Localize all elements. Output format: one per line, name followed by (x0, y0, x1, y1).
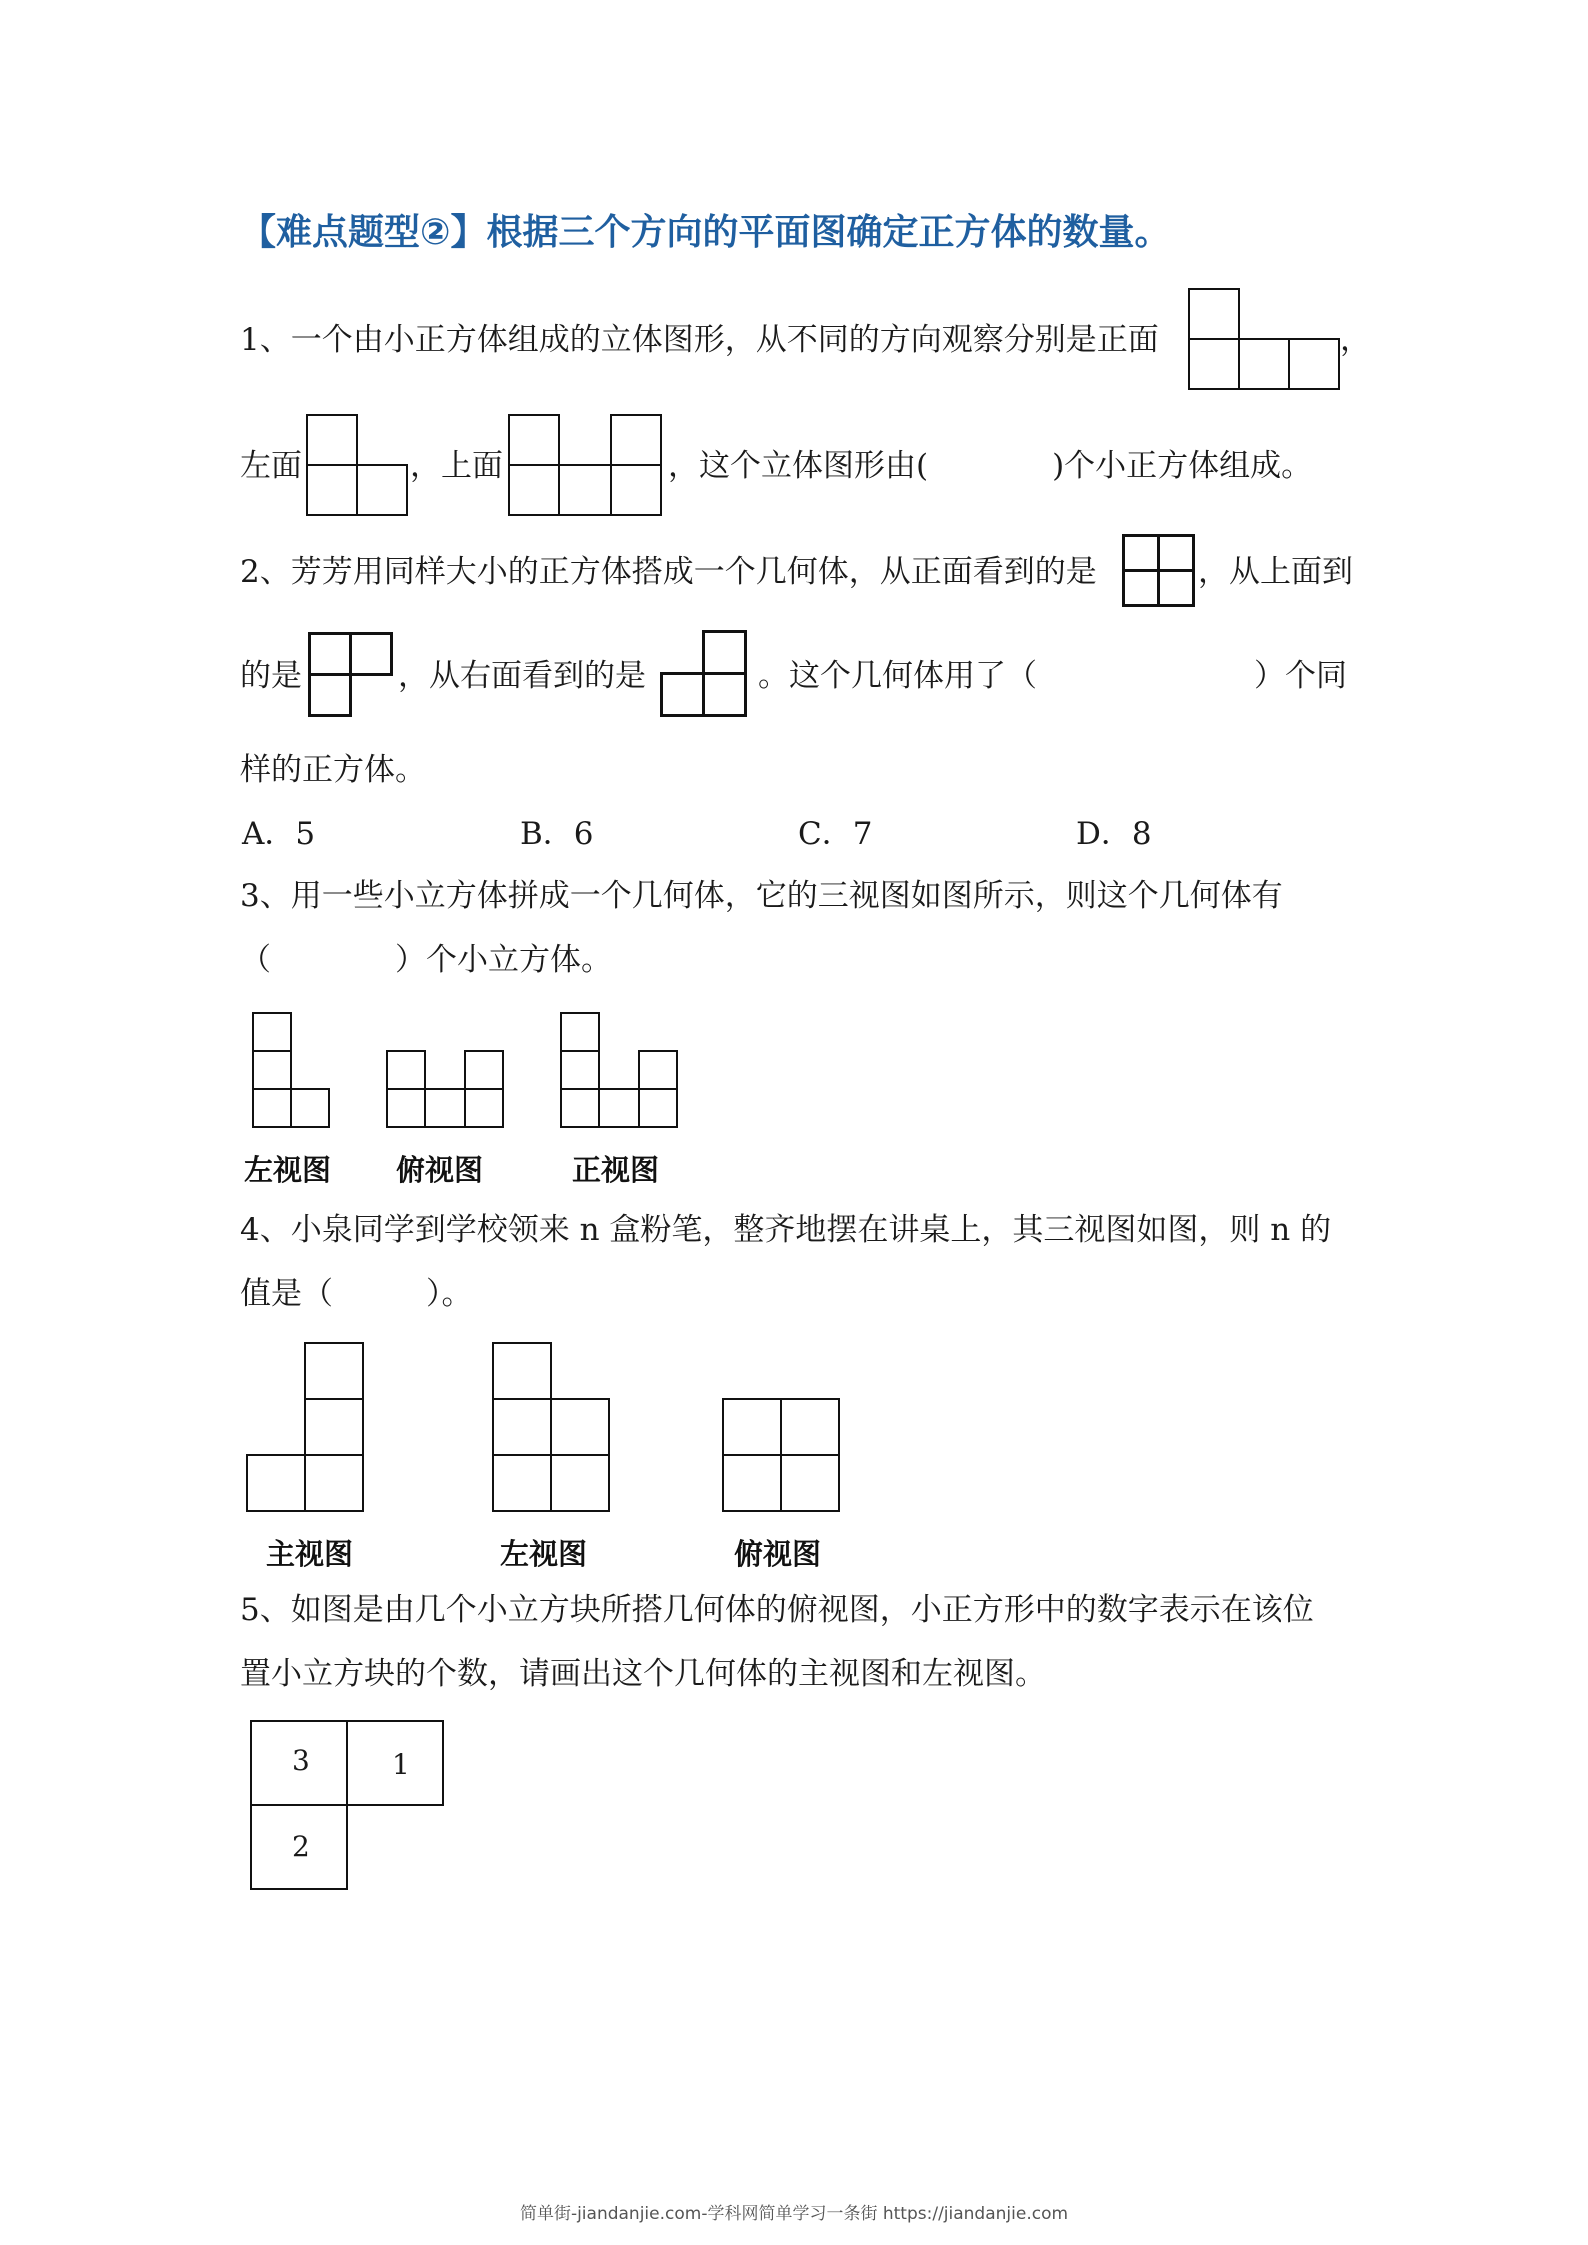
q2-line2-start: 的是 (240, 658, 302, 694)
q2-option-d: D．8 (1076, 816, 1152, 852)
q4-caption-left: 左视图 (500, 1537, 588, 1571)
q3-caption-left: 左视图 (244, 1153, 332, 1187)
q5-line1: 5、如图是由几个小立方块所搭几何体的俯视图，小正方形中的数字表示在该位 (240, 1592, 1314, 1628)
page-title: 【难点题型②】根据三个方向的平面图确定正方体的数量。 (240, 212, 1171, 253)
q2-option-a: A．5 (242, 816, 316, 852)
q3-line1: 3、用一些小立方体拼成一个几何体，它的三视图如图所示，则这个几何体有 (240, 878, 1283, 914)
q1-left-label: 左面 (240, 448, 302, 484)
q5-cell-number: 1 (392, 1748, 410, 1781)
q2-line1: 2、芳芳用同样大小的正方体搭成一个几何体，从正面看到的是 (240, 554, 1097, 590)
q1-tail: ，这个立体图形由( )个小正方体组成。 (668, 448, 1313, 484)
q5-cell-number: 3 (292, 1744, 310, 1777)
q3-caption-top: 俯视图 (396, 1153, 484, 1187)
q4-line1: 4、小泉同学到学校领来 n 盒粉笔，整齐地摆在讲桌上，其三视图如图，则 n 的 (240, 1212, 1332, 1248)
q2-line3: 样的正方体。 (240, 752, 426, 788)
q2-line2-mid: ，从右面看到的是 (398, 658, 646, 694)
page-footer: 简单街-jiandanjie.com-学科网简单学习一条街 https://jiandanjie.com (519, 2204, 1069, 2224)
q5-cell-number: 2 (292, 1830, 310, 1863)
q4-caption-top: 俯视图 (734, 1537, 822, 1571)
q2-line1-tail: ，从上面到 (1198, 554, 1353, 590)
q3-line2: （ ）个小立方体。 (240, 942, 612, 978)
q4-caption-main: 主视图 (266, 1537, 354, 1571)
q2-option-b: B．6 (520, 816, 594, 852)
q5-line2: 置小立方块的个数，请画出这个几何体的主视图和左视图。 (240, 1656, 1046, 1692)
q4-line2: 值是（ ）。 (240, 1276, 473, 1312)
q3-caption-front: 正视图 (572, 1153, 660, 1187)
q2-line2-tail: 。这个几何体用了（ ）个同 (758, 658, 1347, 694)
q1-comma: ， (1340, 322, 1371, 358)
q1-top-label: ，上面 (410, 448, 503, 484)
q1-line1: 1、一个由小正方体组成的立体图形，从不同的方向观察分别是正面 (240, 322, 1159, 358)
q2-option-c: C．7 (798, 816, 873, 852)
